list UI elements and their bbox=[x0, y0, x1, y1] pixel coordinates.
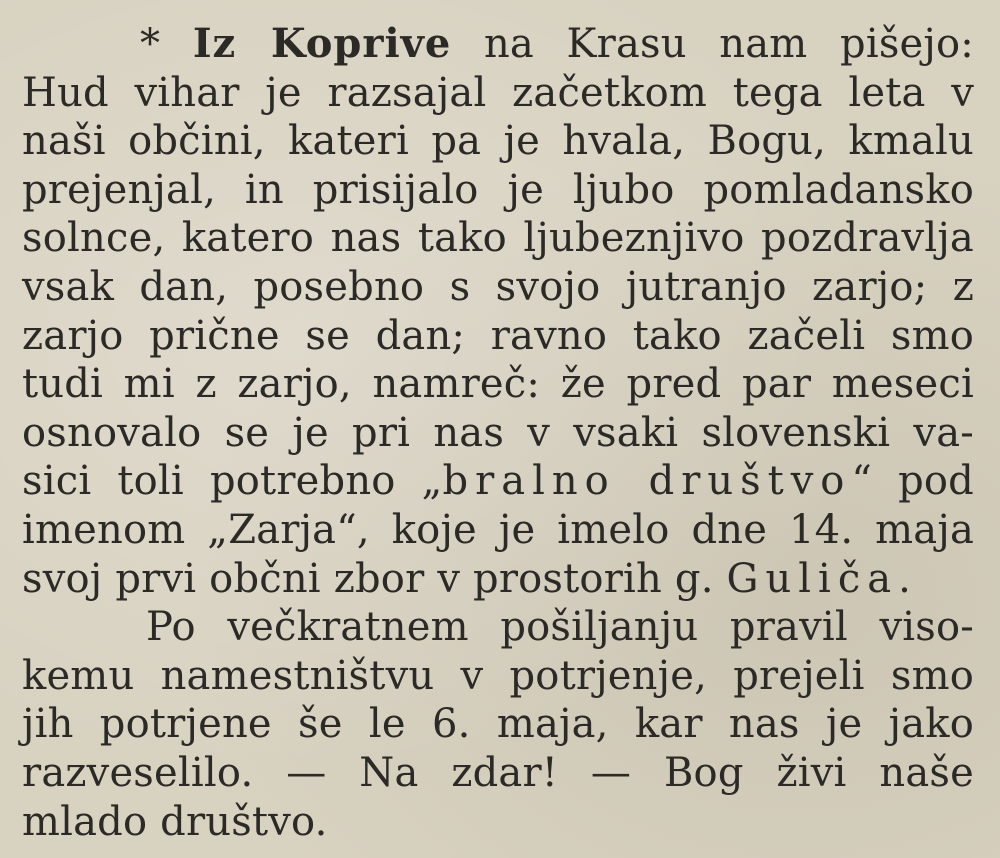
article-heading: Iz Koprive bbox=[192, 20, 452, 67]
text-span: Po večkratnem pošiljanju pravil viso- bbox=[146, 604, 974, 651]
text-line bbox=[22, 457, 974, 506]
text-span: * bbox=[140, 21, 193, 67]
text-span: na Krasu nam pišejo: bbox=[451, 21, 974, 67]
text-line bbox=[22, 20, 974, 69]
text-line bbox=[22, 69, 974, 118]
text-span: naši občini, kateri pa je hvala, Bogu, kmalu bbox=[22, 118, 974, 165]
text-span: tudi mi z zarjo, namreč: že pred par meseci bbox=[22, 361, 974, 408]
text-span: sici toli potrebno „ bbox=[22, 458, 443, 505]
article-column bbox=[22, 20, 974, 846]
text-span: zarjo prične se dan; ravno tako začeli smo bbox=[22, 312, 974, 359]
text-line bbox=[22, 117, 974, 166]
text-span: “ pod bbox=[851, 458, 974, 505]
spaced-text: bralno društvo bbox=[442, 458, 852, 505]
text-line bbox=[22, 166, 974, 215]
text-span: mlado društvo. bbox=[22, 798, 328, 845]
spaced-text: Guliča bbox=[726, 555, 899, 602]
text-span: vsak dan, posebno s svojo jutranjo zarjo; z bbox=[22, 263, 974, 310]
text-span: jih potrjene še le 6. maja, kar nas je jako bbox=[22, 701, 974, 748]
text-span: solnce, katero nas tako ljubeznjivo pozdravlja bbox=[22, 215, 974, 262]
text-line bbox=[22, 603, 974, 652]
text-line bbox=[22, 360, 974, 409]
text-span: razveselilo. — Na zdar! — Bog živi naše bbox=[22, 749, 974, 796]
text-line bbox=[22, 214, 974, 263]
text-span: svoj prvi občni zbor v prostorih g. bbox=[22, 555, 727, 602]
text-line bbox=[22, 506, 974, 555]
cut-off-top-line bbox=[0, 0, 1000, 6]
text-span: Hud vihar je razsajal začetkom tega leta v bbox=[22, 69, 974, 116]
text-span: osnovalo se je pri nas v vsaki slovenski va- bbox=[22, 409, 974, 456]
text-line bbox=[22, 798, 974, 847]
text-span: imenom „Zarja“, koje je imelo dne 14. maja bbox=[22, 506, 974, 553]
text-span: prejenjal, in prisijalo je ljubo pomladansko bbox=[22, 166, 974, 213]
text-line bbox=[22, 409, 974, 458]
text-line bbox=[22, 555, 974, 604]
text-line bbox=[22, 652, 974, 701]
text-line bbox=[22, 263, 974, 312]
text-line bbox=[22, 700, 974, 749]
text-span: . bbox=[898, 555, 912, 602]
text-line bbox=[22, 749, 974, 798]
text-span: kemu namestništvu v potrjenje, prejeli smo bbox=[22, 652, 974, 699]
text-line bbox=[22, 312, 974, 361]
